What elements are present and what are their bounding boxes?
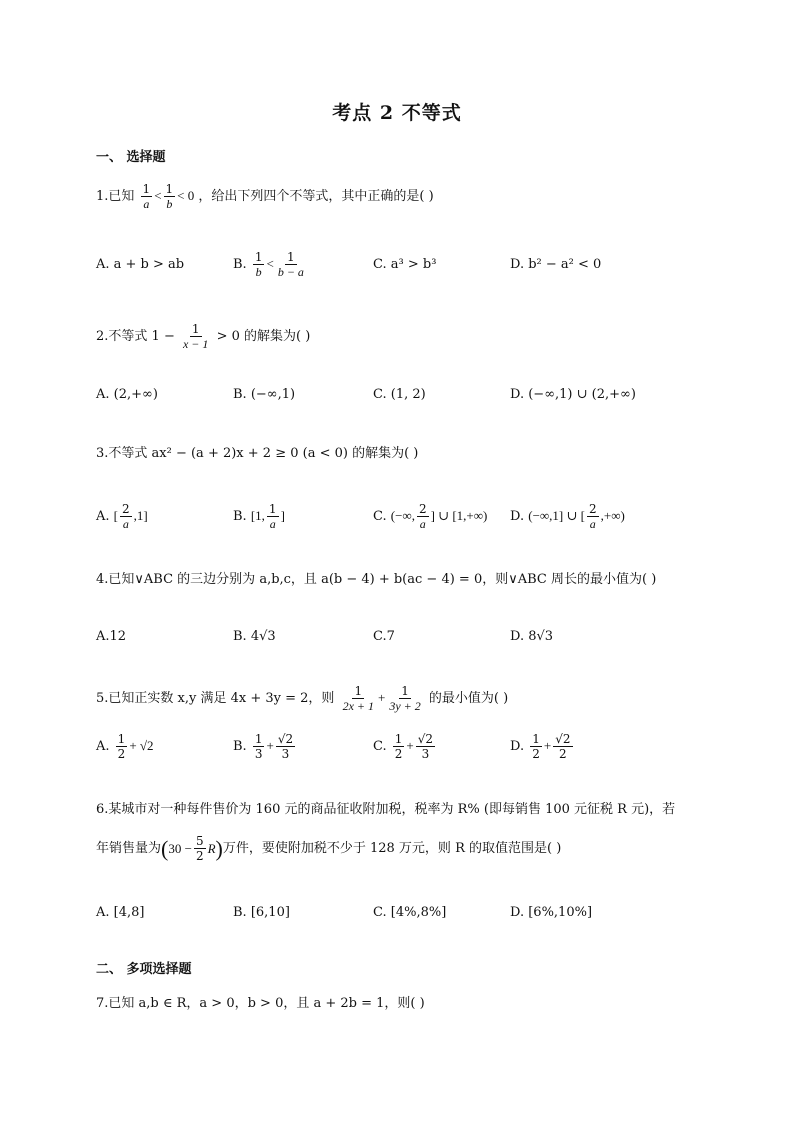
q1-suffix: ，给出下列四个不等式，其中正确的是( ) [198, 189, 434, 204]
q3-option-b: B. [1, $\frac{1}{a}$ ] [233, 501, 285, 531]
q3-options [96, 496, 716, 536]
q5-option-b: B. $\frac{1}{3}$ + $\frac{√2}{3}$ [233, 731, 294, 761]
question-7: 7.已知 a,b ∈ R，a > 0，b > 0，且 a + 2b = 1，则( ) [96, 996, 425, 1011]
q2-prefix: 2.不等式 1 − [96, 329, 175, 344]
q6-options [96, 892, 716, 932]
q5-suffix: 的最小值为( ) [428, 691, 509, 706]
q1-option-d: D. b² − a² < 0 [510, 256, 602, 272]
question-3: 3.不等式 ax² − (a + 2)x + 2 ≥ 0 (a < 0) 的解集为( ) [96, 446, 419, 461]
q6-line1: 6.某城市对一种每件售价为 160 元的商品征收附加税，税率为 R% (即每销售 100 元征税 R 元)，若 [96, 802, 676, 817]
q4-option-c: C.7 [373, 628, 395, 644]
question-1: 1.已知 $\frac{1}{a}$ < $\frac{1}{b}$ < 0 ，给出下列四个不等式，其中正确的是( ) [96, 182, 434, 211]
q5-option-d: D. $\frac{1}{2}$ + $\frac{√2}{2}$ [510, 731, 571, 761]
question-4: 4.已知∨ABC 的三边分别为 a,b,c，且 a(b − 4) + b(ac − 4) = 0，则∨ABC 周长的最小值为( ) [96, 572, 657, 587]
q6-option-c: C. [4%,8%] [373, 904, 447, 920]
q2-option-d: D. (−∞,1) ∪ (2,+∞) [510, 386, 636, 402]
q1-option-c: C. a³ > b³ [373, 256, 437, 272]
q2-fraction: $\frac{1}{x - 1}$ [182, 322, 209, 351]
q2-option-a: A. (2,+∞) [96, 386, 158, 402]
section-heading-choice: 一、 选择题 [96, 150, 166, 165]
question-5: 5.已知正实数 x,y 满足 4x + 3y = 2，则 $\frac{1}{2x + 1}$ + $\frac{1}{3y + 2}$ 的最小值为( ) [96, 684, 509, 713]
q5-option-a: A. $\frac{1}{2}$ + √2 [96, 731, 154, 761]
q6-line2: 年销售量为 ( 30 − $\frac{5}{2}$ R ) 万件，要使附加税不少于 128 万元，则 R 的取值范围是( ) [96, 834, 562, 863]
q5-prefix: 5.已知正实数 x,y 满足 4x + 3y = 2，则 [96, 691, 335, 706]
q6-option-a: A. [4,8] [96, 904, 145, 920]
q3-option-d: D. (−∞,1] ∪ [ $\frac{2}{a}$ ,+∞) [510, 501, 625, 531]
q1-option-a: A. a + b > ab [96, 256, 185, 272]
q4-option-b: B. 4√3 [233, 628, 276, 644]
q2-suffix: > 0 的解集为( ) [216, 329, 311, 344]
q5-option-c: C. $\frac{1}{2}$ + $\frac{√2}{3}$ [373, 731, 434, 761]
q1-fraction-1-over-a: $\frac{1}{a}$ [142, 182, 151, 211]
question-6 [96, 800, 696, 863]
q2-options [96, 374, 716, 414]
question-2 [96, 322, 310, 351]
q2-option-c: C. (1, 2) [373, 386, 426, 402]
section-heading-multi-choice: 二、 多项选择题 [96, 962, 192, 977]
q1-fraction-1-over-b: $\frac{1}{b}$ [165, 182, 174, 211]
q4-options [96, 616, 716, 656]
q1-prefix: 1.已知 [96, 189, 135, 204]
q5-options [96, 726, 716, 766]
q4-option-a: A.12 [96, 628, 127, 644]
q3-option-c: C. (−∞, $\frac{2}{a}$ ] ∪ [1,+∞) [373, 501, 488, 531]
q2-option-b: B. (−∞,1) [233, 386, 296, 402]
q1-options [96, 244, 716, 284]
q3-option-a: A. [ $\frac{2}{a}$ ,1] [96, 501, 148, 531]
q6-option-d: D. [6%,10%] [510, 904, 593, 920]
page-title: 考点 2 不等式 [332, 102, 462, 124]
q4-option-d: D. 8√3 [510, 628, 554, 644]
q6-option-b: B. [6,10] [233, 904, 290, 920]
q1-option-b: B. $\frac{1}{b}$ < $\frac{1}{b - a}$ [233, 249, 304, 279]
